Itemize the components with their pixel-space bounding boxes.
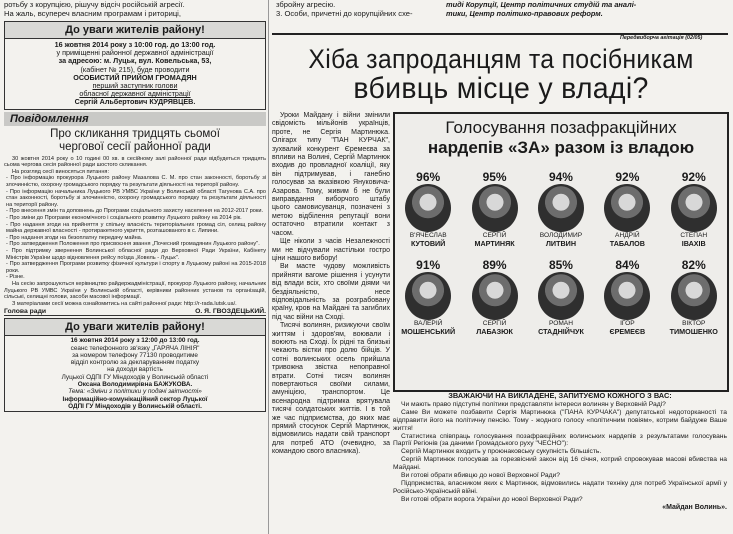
deputy-card: 92% СТЕПАН ІВАХІВ (663, 170, 725, 248)
deputy-card: 95% СЕРГІЙ МАРТИНЯК (464, 170, 526, 248)
ad-note: Передвиборча агітація (02/05) (620, 35, 703, 41)
bottom-paragraph: Ви готові обрати вбивцю до нової Верховної Ради? (401, 472, 560, 480)
deputy-photo (405, 184, 451, 232)
deputy-card: 96% В'ЯЧЕСЛАВ КУТОВИЙ (397, 170, 459, 248)
bottom-paragraph: Саме Ви можете позбавити Сергія Мартинюка ("ПАНА КУРЧАКА") депутатської недоторканості та відправити його на політичну пенсію. Тому - жодного голосу «політичним повіям», котрим байдуже Ваше життя! (393, 408, 727, 432)
bottom-section (393, 392, 727, 512)
article-paragraph: Ще ніколи з часів Незалежності ми не відчували настільки гостро ціни нашого вибору! (272, 238, 390, 262)
vote-percent: 91% (416, 258, 441, 273)
agenda-item: - Про надання згоди на прийняття у спільну власність територіальних громад сіл, селищ району майна державної власності - протиракетного укриття, розташованого в с. Липини. (6, 221, 266, 235)
headline (272, 44, 730, 104)
article-column (272, 112, 390, 457)
vote-box-title: Голосування позафракційних нардепів «ЗА» разом із владою (427, 118, 695, 157)
deputy-photo (671, 184, 717, 232)
left-column (4, 0, 266, 534)
vote-percent: 82% (681, 258, 706, 273)
notice-box-1 (4, 21, 266, 110)
vote-row-2 (395, 258, 727, 336)
deputy-photo (472, 184, 518, 232)
column-divider (268, 0, 269, 534)
deputy-photo (405, 272, 451, 320)
vote-percent: 92% (681, 170, 706, 184)
vote-percent: 92% (615, 170, 640, 184)
deputy-photo (538, 272, 584, 320)
deputy-card: 91% ВАЛЕРІЙ МОШЕНСЬКИЙ (401, 258, 456, 336)
deputy-photo (604, 272, 650, 320)
article-paragraph: Ви масте чудову можливість прийняти вагоме рішення і усунути від влади всіх, хто своїми діями чи бездіяльністю, несе відповідальність за розграбовану країну, кров на Майдані та загиблих під час війни на Сході. (272, 263, 390, 321)
article-paragraph: Уроки Майдану і війни змінили свідомість мільйонів українців, проте, не Сергія Мартинюка. Олігарх типу "ПАН КУРЧАК", зухвалий конкурент Єремеєва за впливи на Волині, Сергій Мартинюк входив до провладної коаліції, яку він підтримував, і ганебно голосував за вказівкою Януковича-Азарова. Тому, живим б не були виправдання виборчого штабу цього самовисуванця, позначені з метою відбілення репутації вони остаточно втратили контакт з часом. (272, 112, 390, 237)
bottom-paragraph: Підприємства, власником яких є Мартинюк, відмовились надати техніку для потреб Української армії у Російсько-Українській війні. (393, 479, 727, 495)
vote-box (393, 112, 729, 392)
deputy-photo (604, 184, 650, 232)
deputy-card: 84% ІГОР ЄРЕМЕЄВ (596, 258, 658, 336)
fragment-line: ротьбу з корупцією, рішучу відсіч російській агресії. (4, 0, 185, 9)
agenda-item: - Про внесення змін та доповнень до Програми соціального захисту населення на 2012-2017 роки. (6, 208, 264, 215)
agenda-item: - Про надання згоди на безоплатну передачу майна. (6, 234, 143, 241)
bottom-paragraph: Чи мають право підступні політики представляти інтереси волинян у Верховній Раді? (401, 400, 666, 408)
headline-line-2: вбивць місце у владі? (353, 72, 649, 105)
fragment-line: На жаль, всупереч власним програмам і риториці, (4, 9, 181, 18)
section-title: Повідомлення (4, 112, 266, 126)
agenda-item: - Про зміни до Програми економічного і соціального розвитку Луцького району на 2014 рік. (6, 214, 242, 221)
agenda-item: - Про підтримку звернення Волинської обласної ради до Верховної Ради України, Кабінету Міністрів України щодо відновлення рейсу поїзда „Ковель - Луцьк". (6, 247, 266, 261)
top-fragment (4, 0, 266, 18)
article-paragraph: Тисячі волинян, ризикуючи своїм життям і здоров'ям, воювали і воюють на Сході. Їх рідні та близькі чекають вістки про долю бійців. У сотні волинських осель прийшла тривожна звістка непоправної втрати. Сотні тисяч волинян повертаються своїми силами, амуніцією, транспортом. Це всенародна підтримка врятувала тисячі солдатських життів. І в той же час підприємства, до яких має прямий стосунок Сергій Мартинюк, відмовились надати свій транспорт для потреб АТО (очевидно, за командою свого власника). (272, 322, 390, 456)
agenda-item: - Про затвердження Програми розвитку фізичної культури і спорту в Луцькому районі на 2015-2018 роки. (6, 261, 266, 274)
agenda-item: - Про інформацію начальника Луцького РВ УМВС України у Волинській області Тагунова С.А. про стан законності, боротьбу зі злочинністю, охорону громадського порядку та результати діяльності на території району. (6, 188, 266, 208)
vote-percent: 94% (548, 170, 573, 184)
bottom-heading: ЗВАЖАЮЧИ НА ВИКЛАДЕНЕ, ЗАПИТУЄМО КОЖНОГО З ВАС: (448, 391, 672, 400)
deputy-card: 89% СЕРГІЙ ЛАБАЗЮК (464, 258, 526, 336)
top-fragment-right: тиді Корупції, Центр політичних студій та аналі- тики, Центр політико-правових реформ. (446, 0, 637, 18)
vote-percent: 96% (416, 170, 441, 184)
agenda-item: - Про інформацію прокурора Луцького району Мазалова С. М. про стан законності, боротьбу зі злочинністю, охорону громадського порядку та результати діяльності на території району. (6, 175, 266, 188)
deputy-card: 82% ВІКТОР ТИМОШЕНКО (669, 258, 718, 336)
vote-percent: 85% (548, 258, 573, 273)
vote-row-1 (395, 170, 727, 248)
signature-line: Голова ради О. Я. ГВОЗДЕЦЬКИЙ. (4, 308, 266, 316)
notice-box-2 (4, 318, 266, 412)
bottom-paragraph: Ви готові обрати ворога України до нової Верховної Ради? (401, 495, 583, 503)
top-fragment-left: збройну агресію. 3. Особи, причетні до корупційних схе- (276, 0, 413, 18)
vote-percent: 89% (482, 258, 507, 273)
notice-body: 16 жовтня 2014 року з 10:00 год. до 13:00 год. у приміщенні районної державної адміністрації за адресою: м. Луцьк, вул. Ковельська, 53, (кабінет № 215), буде проводити ОСОБИСТИЙ ПРИЙОМ ГРОМАДЯН перший заступник голови обласної державної адміністрації Сергій Альбертович КУДРЯВЦЕВ. (54, 40, 216, 107)
deputy-card: 94% ВОЛОДИМИР ЛИТВИН (539, 170, 583, 248)
deputy-photo (671, 272, 717, 320)
bottom-paragraph: Сергій Мартинюк входить у проюнаковську сукупність більшість. (401, 448, 602, 456)
bottom-paragraph: Статистика співпраць голосування позафракційних волинських нардепів з результатами голосувань Партії Регіонів (за даними Громадського руху "ЧЕСНО"): (393, 432, 727, 448)
deputy-card: 92% АНДРІЙ ТАБАЛОВ (596, 170, 658, 248)
headline-line-1: Хіба запроданцям та посібникам (308, 44, 694, 74)
vote-percent: 95% (482, 170, 507, 184)
article-title: Про скликання тридцять сьомої чергової сесії районної ради (50, 127, 220, 153)
notice-header: До уваги жителів району! (5, 319, 265, 336)
deputy-photo (472, 272, 518, 320)
vote-percent: 84% (615, 258, 640, 273)
agenda-item: - Різне. (6, 274, 25, 281)
notice-body: 16 жовтня 2014 року з 12:00 до 13:00 год. сеанс телефонного зв'язку „ГАРЯЧА ЛІНІЯ" за номером телефону 77130 проводитиме відділ контролю за декларуванням податку на доходи вартість Луцької ОДПІ ГУ Міндоходів у Волинській області Оксана Володимирівна БАЖУКОВА. Тема: «Зміни з політики у подачі звітності» Інформаційно-комунікаційний сектор Луцької ОДПІ ГУ Міндоходів у Волинській області. (61, 337, 209, 410)
bottom-paragraph: Сергій Мартинюк голосував за горезвісний закон від 16 січня, котрий спровокував масові вбивства на Майдані. (393, 456, 727, 472)
bottom-signature: «Майдан Волинь». (662, 503, 727, 511)
agenda-item: - Про затвердження Положення про присвоєння звання „Почесний громадянин Луцького району". (6, 241, 260, 248)
article-body: 30 жовтня 2014 року о 10 годині 00 хв. в сесійному залі районної ради відбудеться тридцять сьома чергова сесія районної ради шостого скликання. На розгляд сесії виносяться питання: - Про інформацію прокурора Луцького району Мазалова С. М. про стан законності, боротьбу зі злочинністю, охорону громадського порядку та результати діяльності на території району. - Про інформацію начальника Луцького РВ УМВС України у Волинській області Тагунова С.А. про стан законності, боротьбу зі злочинністю, охорону громадського порядку та результати діяльності на території району. - Про внесення змін та доповнень до Програми соціального захисту населення на 2012-2017 роки. - Про зміни до Програми економічного і соціального розвитку Луцького району на 2014 рік. - Про надання згоди на прийняття у спільну власність територіальних громад сіл, селищ району майна державної власності - протиракетного укриття, розташованого в с. Липини. - Про надання згоди на безоплатну передачу майна. - Про затвердження Положення про присвоєння звання „Почесний громадянин Луцького району". - Про підтримку звернення Волинської обласної ради до Верховної Ради України, Кабінету Міністрів України щодо відновлення рейсу поїзда „Ковель - Луцьк". - Про затвердження Програми розвитку фізичної культури і спорту в Луцькому районі на 2015-2018 роки. - Різне. На сесію запрошуються керівництво райдержадміністрації, прокурор Луцького району, начальник Луцького РВ УМВС України у Волинській області, керівники районних установ та організацій, сільські, селищні голови, засоби масової інформації. З матеріалами сесії можна ознайомитись на сайті районної ради: http://r-rada.lutsk.ua/. (4, 155, 266, 307)
notice-header: До уваги жителів району! (5, 22, 265, 39)
deputy-photo (538, 184, 584, 232)
deputy-card: 85% РОМАН СТАДНІЙЧУК (538, 258, 584, 336)
